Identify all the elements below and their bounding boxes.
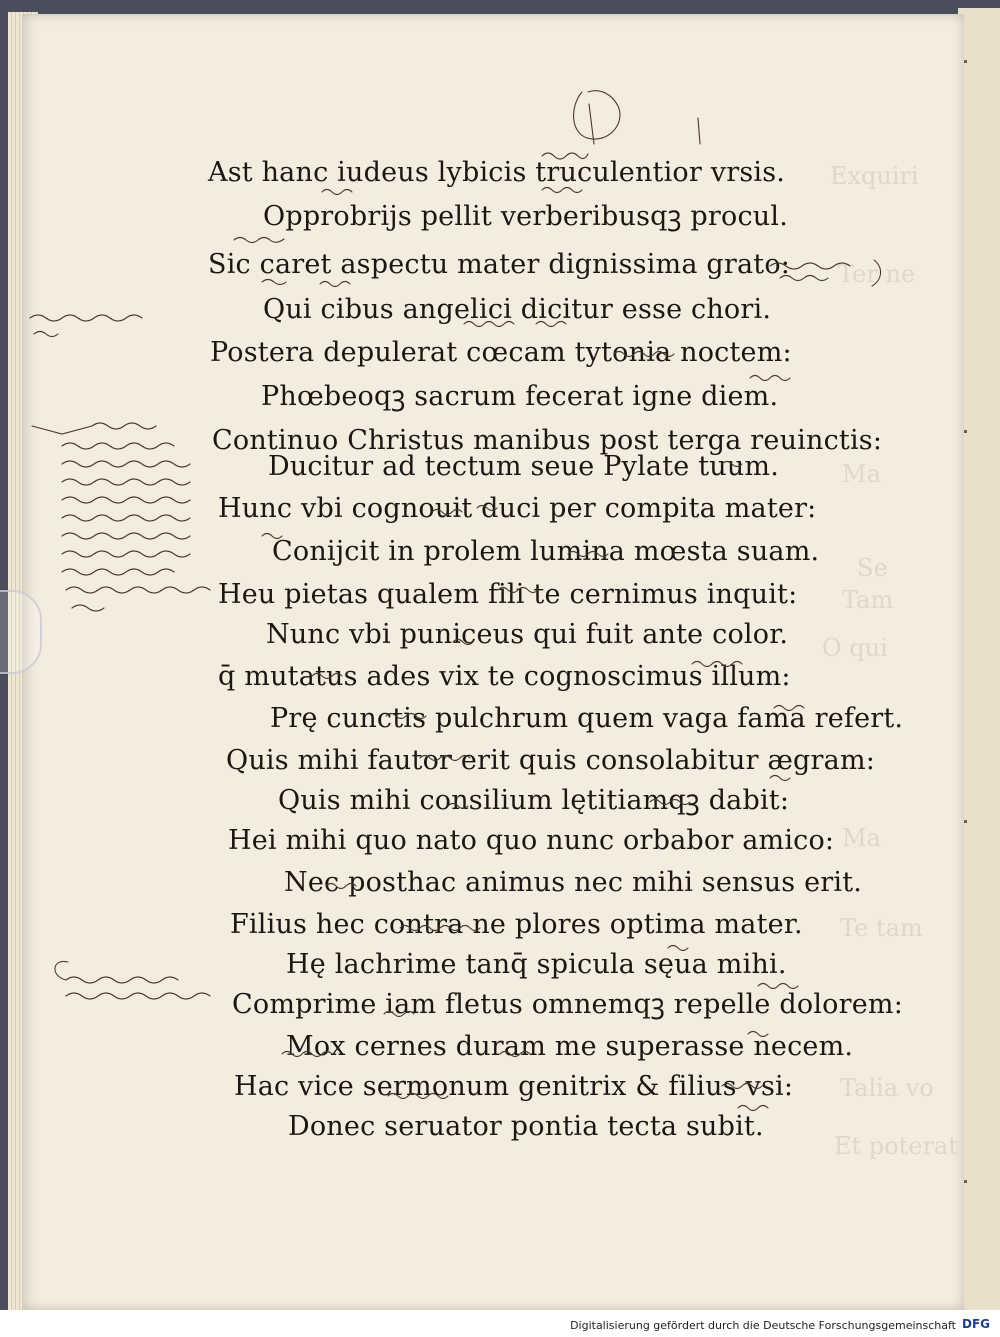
page-clip	[0, 590, 42, 674]
verse-line: Qui cibus angelici dicitur esse chori.	[263, 294, 772, 325]
verse-line: Hę lachrime tanq̄ spicula sęua mihi.	[286, 949, 787, 980]
facing-page-edge	[958, 8, 1000, 1310]
verse-line: Conijcit in prolem lumina mœsta suam.	[272, 536, 820, 567]
verse-line: Ducitur ad tectum seue Pylate tuum.	[268, 451, 780, 482]
verse-line: Opprobrijs pellit verberibusqꝫ procul.	[263, 201, 789, 232]
verse-line: Sic caret aspectu mater dignissima grato:	[208, 249, 791, 280]
verse-line: Mox cernes duram me superasse necem.	[286, 1031, 854, 1062]
verse-line: Quis mihi consilium lętitiamqꝫ dabit:	[278, 785, 790, 816]
verse-line: Continuo Christus manibus post terga reuinctis:	[212, 425, 883, 456]
footer-credit: Digitalisierung gefördert durch die Deutsche Forschungsgemeinschaft	[570, 1319, 956, 1332]
verse-line: q̄ mutatus ades vix te cognoscimus illum:	[218, 661, 791, 692]
verse-line: Heu pietas qualem fili te cernimus inquit:	[218, 579, 798, 610]
verse-line: Quis mihi fautor erit quis consolabitur ægram:	[226, 745, 876, 776]
verse-line: Ast hanc iudeus lybicis truculentior vrsis.	[208, 157, 786, 188]
handwritten-marks	[22, 14, 964, 1310]
verse-line: Postera depulerat cœcam tytonia noctem:	[210, 337, 792, 368]
verse-line: Donec seruator pontia tecta subit.	[288, 1111, 764, 1142]
verse-line: Hac vice sermonum genitrix & filius vsi:	[234, 1071, 794, 1102]
verse-line: Phœbeoqꝫ sacrum fecerat igne diem.	[261, 381, 779, 412]
verse-line: Hei mihi quo nato quo nunc orbabor amico:	[228, 825, 835, 856]
dfg-logo: DFG	[961, 1317, 990, 1331]
show-through: Exquiri Ter ne Ma Se Tam O qui Ma Te tam Talia vo Et poterat	[822, 162, 958, 1160]
book-page	[22, 14, 964, 1310]
verse-line: Nunc vbi puniceus qui fuit ante color.	[266, 619, 789, 650]
verse-line: Nec posthac animus nec mihi sensus erit.	[284, 867, 863, 898]
verse-line: Comprime iam fletus omnemqꝫ repelle dolorem:	[232, 989, 903, 1020]
verse-line: Prę cunctis pulchrum quem vaga fama refert.	[270, 703, 904, 734]
verse-line: Filius hec contra ne plores optima mater.	[230, 909, 803, 940]
verse-line: Hunc vbi cognouit duci per compita mater:	[218, 493, 817, 524]
